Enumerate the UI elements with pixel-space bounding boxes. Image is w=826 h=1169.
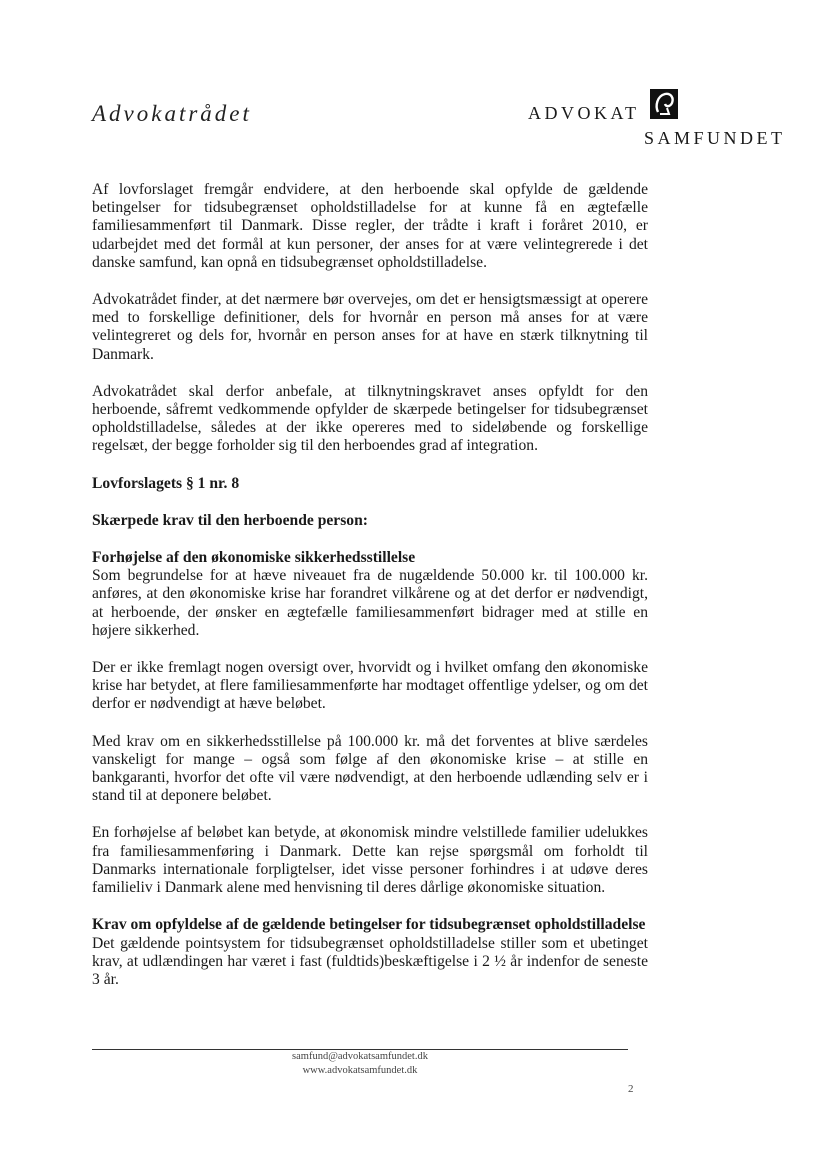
logo-text-samfundet: SAMFUNDET xyxy=(644,128,786,148)
footer-email: samfund@advokatsamfundet.dk xyxy=(292,1051,428,1062)
footer-website: www.advokatsamfundet.dk xyxy=(302,1065,418,1076)
paragraph: Advokatrådet skal derfor anbefale, at tilknytningskravet anses opfyldt for den herboende, såfremt vedkommende opfylder de skærpede betingelser for tidsubegrænset opholdstilladelse, således at der ikke opereres med to sideløbende og forskellige regelsæt, der begge forholder sig til den herboendes grad af integration. xyxy=(92,382,648,455)
page-number: 2 xyxy=(628,1083,634,1095)
section-heading: Lovforslagets § 1 nr. 8 xyxy=(92,474,240,492)
paragraph: Af lovforslaget fremgår endvidere, at den herboende skal opfylde de gældende betingelser for tidsubegrænset opholdstilladelse for at kunne få en ægtefælle familiesammenført til Danmark. Disse regler, der trådte i kraft i foråret 2010, er udarbejdet med det formål at kun personer, der anses for at være velintegrerede i det danske samfund, kan opnå en tidsubegrænset opholdstilladelse. xyxy=(92,181,648,271)
document-body xyxy=(92,181,648,989)
subsection-heading: Krav om opfyldelse af de gældende betingelser for tidsubegrænset opholdstilladelse xyxy=(92,916,646,934)
header-title: Advokatrådet xyxy=(92,101,252,126)
subsection-heading: Forhøjelse af den økonomiske sikkerhedsstillelse xyxy=(92,549,416,567)
paragraph: Der er ikke fremlagt nogen oversigt over, hvorvidt og i hvilket omfang den økonomiske krise har betydet, at flere familiesammenførte har modtaget offentlige ydelser, og om det derfor er nødvendigt at hæve beløbet. xyxy=(92,659,648,713)
paragraph: Med krav om en sikkerhedsstillelse på 100.000 kr. må det forventes at blive særdeles vanskeligt for mange – også som følge af den økonomiske krise – at stille en bankgaranti, hvorfor det ofte vil være nødvendigt, at den herboende udlænding selv er i stand til at deponere beløbet. xyxy=(92,732,648,805)
paragraph: Det gældende pointsystem for tidsubegrænset opholdstilladelse stiller som et ubetinget krav, at udlændingen har været i fast (fuldtids)beskæftigelse i 2 ½ år indenfor de seneste 3 år. xyxy=(92,934,648,988)
section-heading: Skærpede krav til den herboende person: xyxy=(92,511,368,529)
logo-text-advokat: ADVOKAT xyxy=(528,103,640,123)
paragraph: En forhøjelse af beløbet kan betyde, at økonomisk mindre velstillede familier udelukkes fra familiesammenføring i Danmark. Dette kan rejse spørgsmål om forholdt til Danmarks internationale forpligtelser, idet visse personer forhindres i at udøve deres familieliv i Danmark alene med henvisning til deres dårlige økonomiske situation. xyxy=(92,824,648,897)
paragraph: Advokatrådet finder, at det nærmere bør overvejes, om det er hensigtsmæssigt at operere med to forskellige definitioner, dels for hvornår en person må anses for at være velintegreret og dels for, hvornår en person anses for at have en stærk tilknytning til Danmark. xyxy=(92,291,648,363)
paragraph: Som begrundelse for at hæve niveauet fra de nugældende 50.000 kr. til 100.000 kr. anføres, at den økonomiske krise har forandret vilkårene og at det derfor er nødvendigt, at herboende, der ønsker en ægtefælle familiesammenført bidrager med at stille en højere sikkerhed. xyxy=(92,567,648,639)
footer-divider xyxy=(92,1049,628,1050)
logo-emblem-icon xyxy=(649,88,679,120)
advokatsamfundet-logo xyxy=(528,88,788,148)
